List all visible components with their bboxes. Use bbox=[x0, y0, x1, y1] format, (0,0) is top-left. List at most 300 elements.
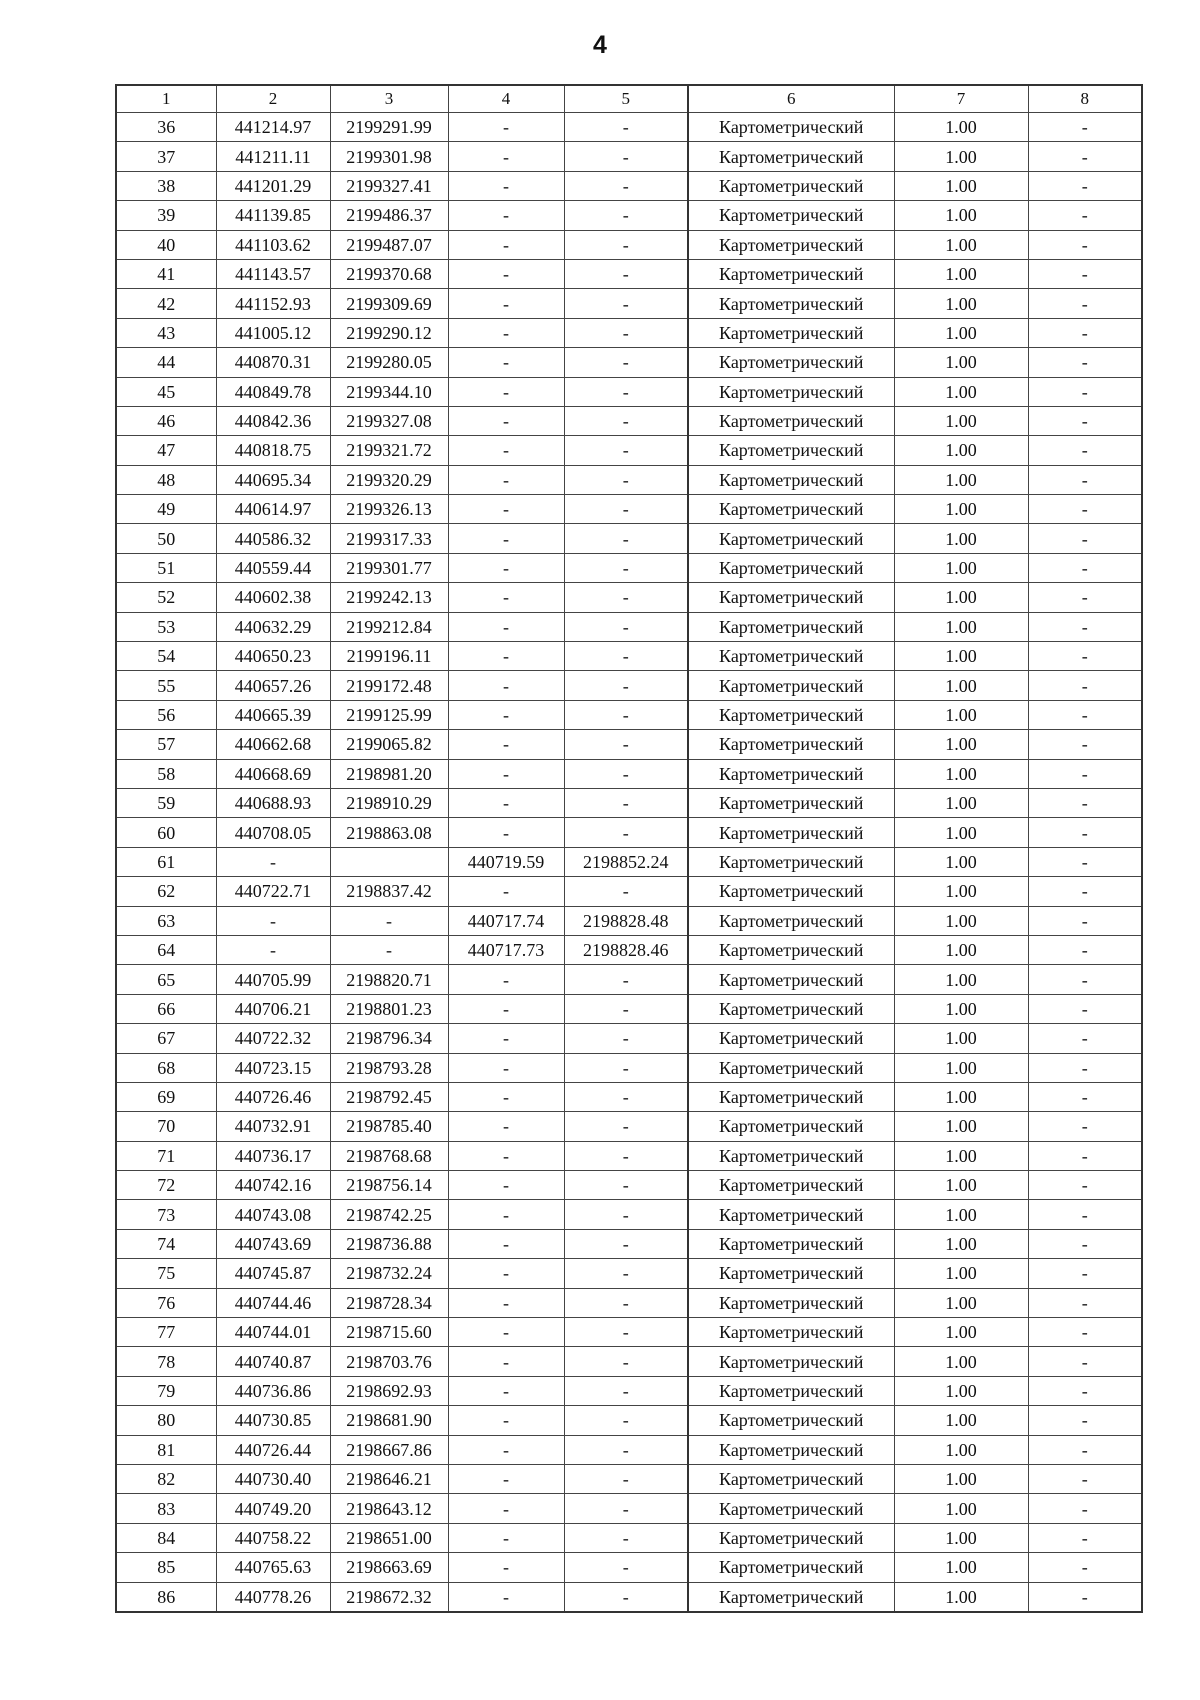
y-coordinate-cell: 2198715.60 bbox=[330, 1318, 448, 1347]
x-coordinate-alt-cell: - bbox=[448, 700, 564, 729]
accuracy-cell: 1.00 bbox=[894, 348, 1028, 377]
notes-cell: - bbox=[1028, 788, 1142, 817]
x-coordinate-alt-cell: - bbox=[448, 1523, 564, 1552]
accuracy-cell: 1.00 bbox=[894, 700, 1028, 729]
accuracy-cell: 1.00 bbox=[894, 994, 1028, 1023]
y-coordinate-alt-cell: - bbox=[564, 730, 688, 759]
accuracy-cell: 1.00 bbox=[894, 642, 1028, 671]
method-cell: Картометрический bbox=[688, 1259, 894, 1288]
y-coordinate-cell: 2198785.40 bbox=[330, 1112, 448, 1141]
y-coordinate-cell: 2199065.82 bbox=[330, 730, 448, 759]
y-coordinate-alt-cell: - bbox=[564, 1229, 688, 1258]
x-coordinate-alt-cell: - bbox=[448, 1553, 564, 1582]
notes-cell: - bbox=[1028, 759, 1142, 788]
table-row bbox=[116, 1582, 1142, 1612]
y-coordinate-cell: - bbox=[330, 906, 448, 935]
x-coordinate-cell: 440722.32 bbox=[216, 1024, 330, 1053]
x-coordinate-cell: 440740.87 bbox=[216, 1347, 330, 1376]
y-coordinate-alt-cell: - bbox=[564, 877, 688, 906]
point-number-cell: 37 bbox=[116, 142, 216, 171]
method-cell: Картометрический bbox=[688, 201, 894, 230]
x-coordinate-alt-cell: - bbox=[448, 1200, 564, 1229]
y-coordinate-cell: 2199301.98 bbox=[330, 142, 448, 171]
x-coordinate-cell: 440736.17 bbox=[216, 1141, 330, 1170]
point-number-cell: 39 bbox=[116, 201, 216, 230]
x-coordinate-alt-cell: - bbox=[448, 1464, 564, 1493]
point-number-cell: 72 bbox=[116, 1171, 216, 1200]
point-number-cell: 67 bbox=[116, 1024, 216, 1053]
table-row bbox=[116, 289, 1142, 318]
y-coordinate-alt-cell: - bbox=[564, 1435, 688, 1464]
notes-cell: - bbox=[1028, 465, 1142, 494]
y-coordinate-cell: 2198667.86 bbox=[330, 1435, 448, 1464]
x-coordinate-cell: 441201.29 bbox=[216, 171, 330, 200]
y-coordinate-alt-cell: - bbox=[564, 465, 688, 494]
point-number-cell: 61 bbox=[116, 847, 216, 876]
y-coordinate-alt-cell: - bbox=[564, 1347, 688, 1376]
method-cell: Картометрический bbox=[688, 1053, 894, 1082]
y-coordinate-alt-cell: - bbox=[564, 406, 688, 435]
y-coordinate-alt-cell: - bbox=[564, 612, 688, 641]
y-coordinate-alt-cell: 2198828.48 bbox=[564, 906, 688, 935]
notes-cell: - bbox=[1028, 612, 1142, 641]
y-coordinate-alt-cell: - bbox=[564, 1288, 688, 1317]
y-coordinate-alt-cell: - bbox=[564, 201, 688, 230]
x-coordinate-alt-cell: - bbox=[448, 1288, 564, 1317]
table-row bbox=[116, 906, 1142, 935]
accuracy-cell: 1.00 bbox=[894, 142, 1028, 171]
notes-cell: - bbox=[1028, 1435, 1142, 1464]
x-coordinate-cell: 440586.32 bbox=[216, 524, 330, 553]
x-coordinate-cell: 440665.39 bbox=[216, 700, 330, 729]
x-coordinate-cell: 440602.38 bbox=[216, 583, 330, 612]
method-cell: Картометрический bbox=[688, 377, 894, 406]
y-coordinate-cell: 2198820.71 bbox=[330, 965, 448, 994]
point-number-cell: 47 bbox=[116, 436, 216, 465]
notes-cell: - bbox=[1028, 1141, 1142, 1170]
x-coordinate-cell: 440730.40 bbox=[216, 1464, 330, 1493]
x-coordinate-cell: 440758.22 bbox=[216, 1523, 330, 1552]
y-coordinate-alt-cell: - bbox=[564, 524, 688, 553]
table-row bbox=[116, 495, 1142, 524]
table-row bbox=[116, 259, 1142, 288]
y-coordinate-cell: 2199212.84 bbox=[330, 612, 448, 641]
table-row bbox=[116, 583, 1142, 612]
x-coordinate-cell: 440657.26 bbox=[216, 671, 330, 700]
y-coordinate-cell: 2198692.93 bbox=[330, 1376, 448, 1405]
notes-cell: - bbox=[1028, 436, 1142, 465]
method-cell: Картометрический bbox=[688, 1494, 894, 1523]
x-coordinate-alt-cell: - bbox=[448, 671, 564, 700]
x-coordinate-alt-cell: - bbox=[448, 1347, 564, 1376]
method-cell: Картометрический bbox=[688, 1288, 894, 1317]
method-cell: Картометрический bbox=[688, 1523, 894, 1552]
point-number-cell: 42 bbox=[116, 289, 216, 318]
method-cell: Картометрический bbox=[688, 348, 894, 377]
accuracy-cell: 1.00 bbox=[894, 1582, 1028, 1612]
accuracy-cell: 1.00 bbox=[894, 965, 1028, 994]
method-cell: Картометрический bbox=[688, 1200, 894, 1229]
x-coordinate-alt-cell: - bbox=[448, 553, 564, 582]
column-number-row bbox=[116, 85, 1142, 113]
notes-cell: - bbox=[1028, 1024, 1142, 1053]
method-cell: Картометрический bbox=[688, 1406, 894, 1435]
y-coordinate-alt-cell: - bbox=[564, 318, 688, 347]
notes-cell: - bbox=[1028, 1082, 1142, 1111]
notes-cell: - bbox=[1028, 1464, 1142, 1493]
table-row bbox=[116, 877, 1142, 906]
point-number-cell: 85 bbox=[116, 1553, 216, 1582]
point-number-cell: 86 bbox=[116, 1582, 216, 1612]
point-number-cell: 65 bbox=[116, 965, 216, 994]
point-number-cell: 81 bbox=[116, 1435, 216, 1464]
method-cell: Картометрический bbox=[688, 994, 894, 1023]
notes-cell: - bbox=[1028, 730, 1142, 759]
y-coordinate-cell: 2199196.11 bbox=[330, 642, 448, 671]
y-coordinate-cell: 2198672.32 bbox=[330, 1582, 448, 1612]
accuracy-cell: 1.00 bbox=[894, 612, 1028, 641]
x-coordinate-alt-cell: - bbox=[448, 495, 564, 524]
notes-cell: - bbox=[1028, 259, 1142, 288]
x-coordinate-alt-cell: - bbox=[448, 1582, 564, 1612]
y-coordinate-alt-cell: - bbox=[564, 377, 688, 406]
accuracy-cell: 1.00 bbox=[894, 377, 1028, 406]
point-number-cell: 77 bbox=[116, 1318, 216, 1347]
point-number-cell: 44 bbox=[116, 348, 216, 377]
accuracy-cell: 1.00 bbox=[894, 1318, 1028, 1347]
y-coordinate-cell: 2198981.20 bbox=[330, 759, 448, 788]
method-cell: Картометрический bbox=[688, 1024, 894, 1053]
y-coordinate-cell: 2198796.34 bbox=[330, 1024, 448, 1053]
notes-cell: - bbox=[1028, 1582, 1142, 1612]
point-number-cell: 58 bbox=[116, 759, 216, 788]
notes-cell: - bbox=[1028, 230, 1142, 259]
y-coordinate-alt-cell: - bbox=[564, 1259, 688, 1288]
table-row bbox=[116, 1200, 1142, 1229]
x-coordinate-cell: 440849.78 bbox=[216, 377, 330, 406]
notes-cell: - bbox=[1028, 553, 1142, 582]
y-coordinate-alt-cell: 2198852.24 bbox=[564, 847, 688, 876]
x-coordinate-cell: 440650.23 bbox=[216, 642, 330, 671]
x-coordinate-alt-cell: - bbox=[448, 113, 564, 142]
column-number-cell: 1 bbox=[116, 85, 216, 113]
accuracy-cell: 1.00 bbox=[894, 1523, 1028, 1552]
y-coordinate-cell: 2198756.14 bbox=[330, 1171, 448, 1200]
y-coordinate-cell: 2198646.21 bbox=[330, 1464, 448, 1493]
notes-cell: - bbox=[1028, 1553, 1142, 1582]
column-number-cell: 4 bbox=[448, 85, 564, 113]
x-coordinate-cell: 440726.44 bbox=[216, 1435, 330, 1464]
x-coordinate-cell: 441152.93 bbox=[216, 289, 330, 318]
method-cell: Картометрический bbox=[688, 847, 894, 876]
accuracy-cell: 1.00 bbox=[894, 259, 1028, 288]
notes-cell: - bbox=[1028, 142, 1142, 171]
notes-cell: - bbox=[1028, 1229, 1142, 1258]
accuracy-cell: 1.00 bbox=[894, 818, 1028, 847]
x-coordinate-cell: 440559.44 bbox=[216, 553, 330, 582]
table-row bbox=[116, 700, 1142, 729]
method-cell: Картометрический bbox=[688, 1318, 894, 1347]
x-coordinate-alt-cell: - bbox=[448, 348, 564, 377]
y-coordinate-alt-cell: - bbox=[564, 1464, 688, 1493]
table-row bbox=[116, 142, 1142, 171]
method-cell: Картометрический bbox=[688, 495, 894, 524]
method-cell: Картометрический bbox=[688, 1553, 894, 1582]
x-coordinate-cell: 440695.34 bbox=[216, 465, 330, 494]
point-number-cell: 79 bbox=[116, 1376, 216, 1405]
y-coordinate-alt-cell: - bbox=[564, 1318, 688, 1347]
x-coordinate-cell: 440688.93 bbox=[216, 788, 330, 817]
notes-cell: - bbox=[1028, 1053, 1142, 1082]
table-row bbox=[116, 788, 1142, 817]
y-coordinate-cell: 2199370.68 bbox=[330, 259, 448, 288]
y-coordinate-cell: 2198703.76 bbox=[330, 1347, 448, 1376]
y-coordinate-cell: 2199326.13 bbox=[330, 495, 448, 524]
point-number-cell: 46 bbox=[116, 406, 216, 435]
x-coordinate-alt-cell: - bbox=[448, 1171, 564, 1200]
x-coordinate-cell: 441103.62 bbox=[216, 230, 330, 259]
y-coordinate-alt-cell: - bbox=[564, 1171, 688, 1200]
method-cell: Картометрический bbox=[688, 524, 894, 553]
y-coordinate-alt-cell: - bbox=[564, 1553, 688, 1582]
y-coordinate-alt-cell: - bbox=[564, 142, 688, 171]
table-row bbox=[116, 1435, 1142, 1464]
point-number-cell: 59 bbox=[116, 788, 216, 817]
y-coordinate-cell bbox=[330, 847, 448, 876]
accuracy-cell: 1.00 bbox=[894, 406, 1028, 435]
notes-cell: - bbox=[1028, 406, 1142, 435]
x-coordinate-alt-cell: - bbox=[448, 1112, 564, 1141]
column-number-cell: 8 bbox=[1028, 85, 1142, 113]
x-coordinate-cell: 441143.57 bbox=[216, 259, 330, 288]
page-number: 4 bbox=[593, 31, 607, 59]
accuracy-cell: 1.00 bbox=[894, 1229, 1028, 1258]
x-coordinate-cell: 440736.86 bbox=[216, 1376, 330, 1405]
x-coordinate-cell: 441214.97 bbox=[216, 113, 330, 142]
x-coordinate-alt-cell: 440719.59 bbox=[448, 847, 564, 876]
accuracy-cell: 1.00 bbox=[894, 436, 1028, 465]
point-number-cell: 63 bbox=[116, 906, 216, 935]
x-coordinate-alt-cell: - bbox=[448, 406, 564, 435]
method-cell: Картометрический bbox=[688, 877, 894, 906]
point-number-cell: 76 bbox=[116, 1288, 216, 1317]
point-number-cell: 50 bbox=[116, 524, 216, 553]
method-cell: Картометрический bbox=[688, 436, 894, 465]
point-number-cell: 40 bbox=[116, 230, 216, 259]
accuracy-cell: 1.00 bbox=[894, 1288, 1028, 1317]
x-coordinate-alt-cell: - bbox=[448, 1229, 564, 1258]
x-coordinate-cell: 441211.11 bbox=[216, 142, 330, 171]
y-coordinate-alt-cell: - bbox=[564, 1141, 688, 1170]
table-row bbox=[116, 1171, 1142, 1200]
accuracy-cell: 1.00 bbox=[894, 730, 1028, 759]
notes-cell: - bbox=[1028, 1288, 1142, 1317]
method-cell: Картометрический bbox=[688, 259, 894, 288]
x-coordinate-alt-cell: - bbox=[448, 318, 564, 347]
y-coordinate-cell: 2198736.88 bbox=[330, 1229, 448, 1258]
method-cell: Картометрический bbox=[688, 230, 894, 259]
accuracy-cell: 1.00 bbox=[894, 906, 1028, 935]
y-coordinate-cell: 2199317.33 bbox=[330, 524, 448, 553]
method-cell: Картометрический bbox=[688, 1376, 894, 1405]
table-row bbox=[116, 318, 1142, 347]
x-coordinate-alt-cell: - bbox=[448, 730, 564, 759]
method-cell: Картометрический bbox=[688, 1229, 894, 1258]
accuracy-cell: 1.00 bbox=[894, 318, 1028, 347]
x-coordinate-alt-cell: - bbox=[448, 1406, 564, 1435]
x-coordinate-alt-cell: - bbox=[448, 289, 564, 318]
method-cell: Картометрический bbox=[688, 1464, 894, 1493]
table-row bbox=[116, 113, 1142, 142]
y-coordinate-cell: 2199309.69 bbox=[330, 289, 448, 318]
x-coordinate-cell: 440614.97 bbox=[216, 495, 330, 524]
x-coordinate-alt-cell: - bbox=[448, 524, 564, 553]
notes-cell: - bbox=[1028, 524, 1142, 553]
y-coordinate-cell: 2198728.34 bbox=[330, 1288, 448, 1317]
notes-cell: - bbox=[1028, 935, 1142, 964]
x-coordinate-alt-cell: - bbox=[448, 1318, 564, 1347]
table-row bbox=[116, 1112, 1142, 1141]
method-cell: Картометрический bbox=[688, 671, 894, 700]
table-row bbox=[116, 1053, 1142, 1082]
x-coordinate-cell: 440870.31 bbox=[216, 348, 330, 377]
x-coordinate-alt-cell: - bbox=[448, 994, 564, 1023]
column-number-cell: 2 bbox=[216, 85, 330, 113]
x-coordinate-cell: 440662.68 bbox=[216, 730, 330, 759]
x-coordinate-cell: 440732.91 bbox=[216, 1112, 330, 1141]
y-coordinate-alt-cell: - bbox=[564, 583, 688, 612]
method-cell: Картометрический bbox=[688, 1347, 894, 1376]
accuracy-cell: 1.00 bbox=[894, 788, 1028, 817]
point-number-cell: 75 bbox=[116, 1259, 216, 1288]
table-row bbox=[116, 465, 1142, 494]
table-row bbox=[116, 1553, 1142, 1582]
y-coordinate-cell: - bbox=[330, 935, 448, 964]
method-cell: Картометрический bbox=[688, 1112, 894, 1141]
table-row bbox=[116, 377, 1142, 406]
point-number-cell: 60 bbox=[116, 818, 216, 847]
notes-cell: - bbox=[1028, 1347, 1142, 1376]
notes-cell: - bbox=[1028, 1112, 1142, 1141]
table-row bbox=[116, 553, 1142, 582]
table-row bbox=[116, 759, 1142, 788]
notes-cell: - bbox=[1028, 1200, 1142, 1229]
x-coordinate-alt-cell: - bbox=[448, 877, 564, 906]
method-cell: Картометрический bbox=[688, 318, 894, 347]
x-coordinate-cell: - bbox=[216, 906, 330, 935]
x-coordinate-alt-cell: - bbox=[448, 1082, 564, 1111]
table-row bbox=[116, 1259, 1142, 1288]
accuracy-cell: 1.00 bbox=[894, 553, 1028, 582]
table-row bbox=[116, 171, 1142, 200]
y-coordinate-alt-cell: - bbox=[564, 818, 688, 847]
x-coordinate-cell: 440668.69 bbox=[216, 759, 330, 788]
table-row bbox=[116, 436, 1142, 465]
accuracy-cell: 1.00 bbox=[894, 1200, 1028, 1229]
x-coordinate-cell: 440730.85 bbox=[216, 1406, 330, 1435]
y-coordinate-alt-cell: - bbox=[564, 1376, 688, 1405]
y-coordinate-alt-cell: - bbox=[564, 348, 688, 377]
y-coordinate-alt-cell: - bbox=[564, 994, 688, 1023]
point-number-cell: 51 bbox=[116, 553, 216, 582]
accuracy-cell: 1.00 bbox=[894, 935, 1028, 964]
accuracy-cell: 1.00 bbox=[894, 1435, 1028, 1464]
y-coordinate-cell: 2199327.41 bbox=[330, 171, 448, 200]
point-number-cell: 52 bbox=[116, 583, 216, 612]
table-row bbox=[116, 1288, 1142, 1317]
y-coordinate-alt-cell: - bbox=[564, 1082, 688, 1111]
y-coordinate-alt-cell: - bbox=[564, 1494, 688, 1523]
x-coordinate-alt-cell: - bbox=[448, 965, 564, 994]
notes-cell: - bbox=[1028, 965, 1142, 994]
accuracy-cell: 1.00 bbox=[894, 877, 1028, 906]
y-coordinate-alt-cell: - bbox=[564, 113, 688, 142]
x-coordinate-alt-cell: - bbox=[448, 230, 564, 259]
y-coordinate-alt-cell: - bbox=[564, 1112, 688, 1141]
notes-cell: - bbox=[1028, 113, 1142, 142]
x-coordinate-alt-cell: 440717.73 bbox=[448, 935, 564, 964]
point-number-cell: 66 bbox=[116, 994, 216, 1023]
accuracy-cell: 1.00 bbox=[894, 1376, 1028, 1405]
notes-cell: - bbox=[1028, 906, 1142, 935]
x-coordinate-cell: 440726.46 bbox=[216, 1082, 330, 1111]
point-number-cell: 74 bbox=[116, 1229, 216, 1258]
x-coordinate-cell: 440818.75 bbox=[216, 436, 330, 465]
notes-cell: - bbox=[1028, 671, 1142, 700]
method-cell: Картометрический bbox=[688, 935, 894, 964]
x-coordinate-cell: 440745.87 bbox=[216, 1259, 330, 1288]
table-row bbox=[116, 935, 1142, 964]
y-coordinate-cell: 2198732.24 bbox=[330, 1259, 448, 1288]
y-coordinate-alt-cell: - bbox=[564, 788, 688, 817]
point-number-cell: 49 bbox=[116, 495, 216, 524]
coordinates-table bbox=[115, 84, 1143, 1613]
y-coordinate-alt-cell: - bbox=[564, 671, 688, 700]
x-coordinate-cell: 440842.36 bbox=[216, 406, 330, 435]
x-coordinate-alt-cell: - bbox=[448, 612, 564, 641]
notes-cell: - bbox=[1028, 318, 1142, 347]
x-coordinate-alt-cell: - bbox=[448, 1376, 564, 1405]
notes-cell: - bbox=[1028, 289, 1142, 318]
accuracy-cell: 1.00 bbox=[894, 1141, 1028, 1170]
x-coordinate-cell: 441139.85 bbox=[216, 201, 330, 230]
table-row bbox=[116, 348, 1142, 377]
x-coordinate-cell: 440706.21 bbox=[216, 994, 330, 1023]
point-number-cell: 68 bbox=[116, 1053, 216, 1082]
x-coordinate-cell: 440744.01 bbox=[216, 1318, 330, 1347]
accuracy-cell: 1.00 bbox=[894, 495, 1028, 524]
y-coordinate-alt-cell: - bbox=[564, 1582, 688, 1612]
point-number-cell: 82 bbox=[116, 1464, 216, 1493]
column-number-cell: 5 bbox=[564, 85, 688, 113]
y-coordinate-cell: 2198651.00 bbox=[330, 1523, 448, 1552]
method-cell: Картометрический bbox=[688, 142, 894, 171]
y-coordinate-cell: 2198793.28 bbox=[330, 1053, 448, 1082]
table-row bbox=[116, 1494, 1142, 1523]
accuracy-cell: 1.00 bbox=[894, 1053, 1028, 1082]
x-coordinate-alt-cell: - bbox=[448, 201, 564, 230]
point-number-cell: 70 bbox=[116, 1112, 216, 1141]
column-number-cell: 7 bbox=[894, 85, 1028, 113]
point-number-cell: 69 bbox=[116, 1082, 216, 1111]
x-coordinate-alt-cell: - bbox=[448, 1141, 564, 1170]
table-row bbox=[116, 1347, 1142, 1376]
accuracy-cell: 1.00 bbox=[894, 1082, 1028, 1111]
y-coordinate-cell: 2199486.37 bbox=[330, 201, 448, 230]
notes-cell: - bbox=[1028, 1318, 1142, 1347]
notes-cell: - bbox=[1028, 348, 1142, 377]
table-row bbox=[116, 524, 1142, 553]
